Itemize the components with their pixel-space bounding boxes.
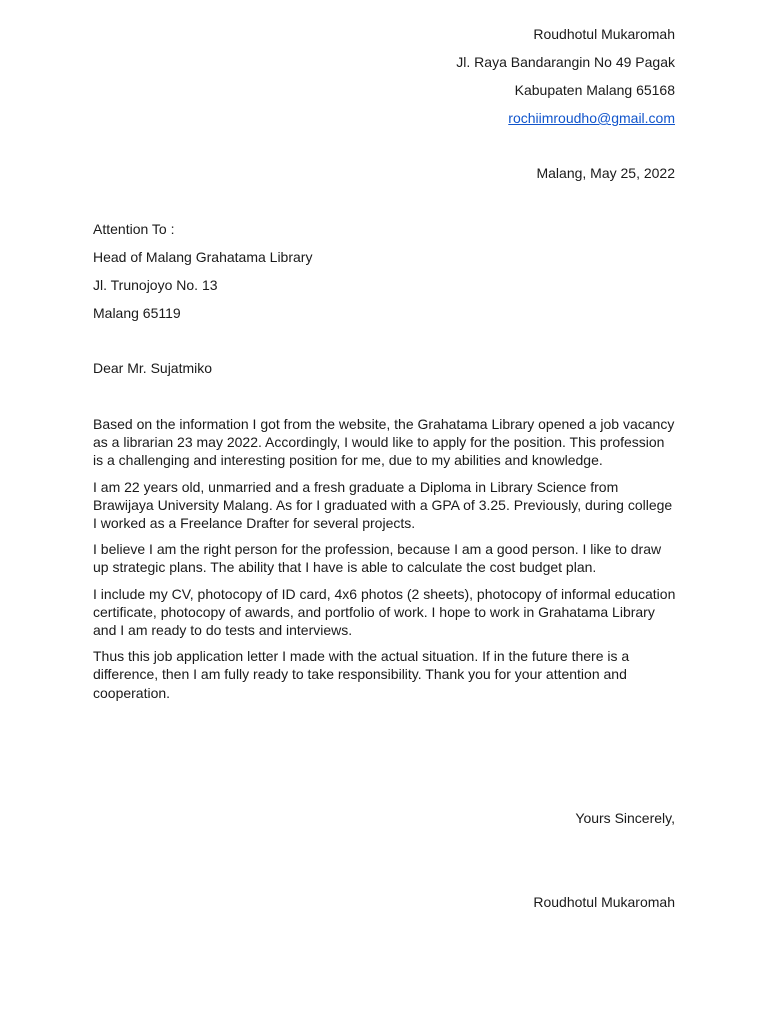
recipient-attention: Attention To : <box>93 221 175 237</box>
sender-name: Roudhotul Mukaromah <box>533 26 675 42</box>
sender-address-line1: Jl. Raya Bandarangin No 49 Pagak <box>456 54 675 70</box>
signature-name: Roudhotul Mukaromah <box>533 894 675 910</box>
body-paragraph-5: Thus this job application letter I made with the actual situation. If in the future there is a difference, then I am fully ready to take responsibility. Thank you for your attention and cooperation. <box>93 648 630 701</box>
sender-block <box>456 25 675 137</box>
letter-body <box>93 415 676 710</box>
body-paragraph-2: I am 22 years old, unmarried and a fresh graduate a Diploma in Library Science from Brawijaya University Malang. As for I graduated with a GPA of 3.25. Previously, during college I worked as a Freelance Drafter for several projects. <box>93 478 673 532</box>
body-paragraph-4: I include my CV, photocopy of ID card, 4x6 photos (2 sheets), photocopy of informal education certificate, photocopy of awards, and portfolio of work. I hope to work in Grahatama Library and I am ready to do tests and interviews. <box>93 585 676 639</box>
sender-email-link[interactable]: rochiimroudho@gmail.com <box>508 110 675 126</box>
recipient-street: Jl. Trunojoyo No. 13 <box>93 277 218 293</box>
recipient-title: Head of Malang Grahatama Library <box>93 249 313 265</box>
salutation: Dear Mr. Sujatmiko <box>93 360 213 376</box>
letter-date: Malang, May 25, 2022 <box>536 165 675 181</box>
body-paragraph-3: I believe I am the right person for the profession, because I am a good person. I like to draw up strategic plans. The ability that I have is able to calculate the cost budget plan. <box>93 541 662 576</box>
closing-phrase: Yours Sincerely, <box>575 810 675 826</box>
body-paragraph-1: Based on the information I got from the website, the Grahatama Library opened a job vacancy as a librarian 23 may 2022. Accordingly, I would like to apply for the position. This profession is a challenging and interesting position for me, due to my abilities and knowledge. <box>93 416 675 469</box>
recipient-block <box>93 220 312 332</box>
recipient-city: Malang 65119 <box>93 305 181 321</box>
sender-address-line2: Kabupaten Malang 65168 <box>514 82 675 98</box>
